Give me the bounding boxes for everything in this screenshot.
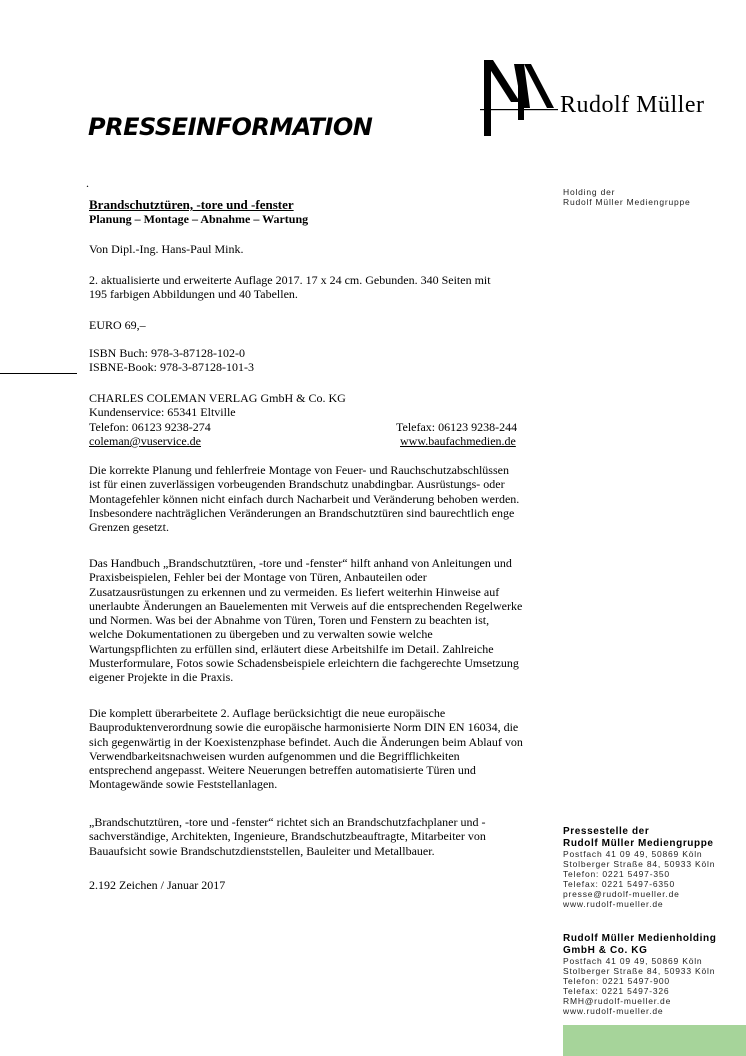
book-author: Von Dipl.-Ing. Hans-Paul Mink. xyxy=(89,242,244,256)
press-office-fax: Telefax: 0221 5497-6350 xyxy=(563,879,675,889)
holding-contact-phone: Telefon: 0221 5497-900 xyxy=(563,976,670,986)
holding-line: Holding der xyxy=(563,187,616,197)
holding-contact xyxy=(563,933,716,1016)
paragraph-line: ist für einen zuverlässigen vorbeugenden Brandschutz unabdingbar. Ausrüstungs- oder xyxy=(89,477,505,492)
holding-line: Rudolf Müller Mediengruppe xyxy=(563,197,691,207)
brand-name: Rudolf Müller xyxy=(560,92,705,118)
publisher-fax: Telefax: 06123 9238-244 xyxy=(396,420,518,434)
book-subtitle: Planung – Montage – Abnahme – Wartung xyxy=(89,212,309,226)
paragraph-line: Musterformulare, Fotos sowie Schadensbeispiele erleichtern die fachgerechte Umsetzung xyxy=(89,656,519,671)
paragraph-line: Montagewände sowie Feststellanlagen. xyxy=(89,777,278,792)
book-title: Brandschutztüren, -tore und -fenster xyxy=(89,197,294,212)
accent-block xyxy=(563,1025,746,1056)
paragraph-line: Die komplett überarbeitete 2. Auflage berücksichtigt die neue europäische xyxy=(89,706,446,720)
paragraph-line: Zusatzausrüstungen zu erkennen und zu vermeiden. Es liefert weiterhin Hinweise auf xyxy=(89,584,500,599)
marker-dot: . xyxy=(86,176,89,190)
press-office-contact xyxy=(563,826,715,909)
paragraph-line: sachverständige, Architekten, Ingenieure, Brandschutzbeauftragte, Mitarbeiter von xyxy=(89,829,486,844)
holding-contact-line: Postfach 41 09 49, 50869 Köln xyxy=(563,956,703,966)
paragraph-second-edition xyxy=(89,706,523,792)
paragraph-intro xyxy=(89,463,519,534)
isbn-ebook: ISBNE-Book: 978-3-87128-101-3 xyxy=(89,360,254,375)
paragraph-line: Grenzen gesetzt. xyxy=(89,520,169,535)
book-edition xyxy=(89,273,491,302)
paragraph-line: Wartungspflichten zu erfüllen sind, erläutert diese Arbeitshilfe im Detail. Zahlreiche xyxy=(89,641,494,656)
holding-contact-web[interactable]: www.rudolf-mueller.de xyxy=(563,1006,664,1016)
paragraph-line: unerlaubte Änderungen an Bauelementen mit Verweis auf die entsprechenden Regelwerke xyxy=(89,598,523,613)
isbn-print: ISBN Buch: 978-3-87128-102-0 xyxy=(89,346,245,360)
margin-rule xyxy=(0,373,77,374)
book-isbn xyxy=(89,346,254,375)
publisher-phone: Telefon: 06123 9238-274 xyxy=(89,420,211,434)
page-title: PRESSEINFORMATION xyxy=(88,113,373,141)
paragraph-line: Bauaufsicht sowie Brandschutzdienststellen, Bauleiter und Metallbauer. xyxy=(89,843,435,858)
paragraph-line: eigener Projekte in die Praxis. xyxy=(89,670,234,685)
paragraph-handbook xyxy=(89,556,522,685)
edition-line: 195 farbigen Abbildungen und 40 Tabellen. xyxy=(89,287,298,302)
press-office-phone: Telefon: 0221 5497-350 xyxy=(563,869,670,879)
paragraph-line: „Brandschutztüren, -tore und -fenster“ richtet sich an Brandschutzfachplaner und - xyxy=(89,815,486,829)
paragraph-line: sich gegenwärtig in der Koexistenzphase befindet. Auch die Änderungen beim Ablauf von xyxy=(89,734,523,749)
paragraph-line: Insbesondere nachträglichen Veränderungen an Brandschutztüren sind baurechtlich enge xyxy=(89,505,515,520)
holding-note xyxy=(563,187,691,207)
holding-contact-fax: Telefax: 0221 5497-326 xyxy=(563,986,670,996)
publisher-name: CHARLES COLEMAN VERLAG GmbH & Co. KG xyxy=(89,391,346,405)
paragraph-line: Bauproduktenverordnung sowie die europäische harmonisierte Norm DIN EN 16034, die xyxy=(89,720,519,735)
paragraph-line: entsprechend angepasst. Weitere Neuerungen betreffen automatisierte Türen und xyxy=(89,763,476,778)
press-office-line: Postfach 41 09 49, 50869 Köln xyxy=(563,849,703,859)
holding-contact-title: GmbH & Co. KG xyxy=(563,944,648,956)
holding-contact-email[interactable]: RMH@rudolf-mueller.de xyxy=(563,996,672,1006)
edition-line: 2. aktualisierte und erweiterte Auflage 2017. 17 x 24 cm. Gebunden. 340 Seiten mit xyxy=(89,273,491,287)
paragraph-line: Die korrekte Planung und fehlerfreie Montage von Feuer- und Rauchschutzabschlüssen xyxy=(89,463,509,477)
character-count-note: 2.192 Zeichen / Januar 2017 xyxy=(89,878,226,892)
paragraph-line: welche Dokumentationen zu übergeben und zu verwalten sowie welche xyxy=(89,627,433,642)
paragraph-line: Das Handbuch „Brandschutztüren, -tore und -fenster“ hilft anhand von Anleitungen und xyxy=(89,556,512,570)
press-office-title: Pressestelle der xyxy=(563,826,650,837)
publisher-email-link[interactable]: coleman@vuservice.de xyxy=(89,434,202,448)
rudolf-mueller-logo-icon xyxy=(478,58,558,140)
paragraph-line: und Normen. Was bei der Abnahme von Türen, Toren und Fenstern zu beachten ist, xyxy=(89,613,490,628)
publisher-web-link[interactable]: www.baufachmedien.de xyxy=(400,434,516,448)
press-office-web[interactable]: www.rudolf-mueller.de xyxy=(563,899,664,909)
paragraph-audience xyxy=(89,815,486,858)
paragraph-line: Verwendbarkeitsnachweisen wurden aufgenommen und die Begrifflichkeiten xyxy=(89,748,460,763)
press-office-email[interactable]: presse@rudolf-mueller.de xyxy=(563,889,680,899)
press-office-line: Stolberger Straße 84, 50933 Köln xyxy=(563,859,716,869)
holding-contact-line: Stolberger Straße 84, 50933 Köln xyxy=(563,966,716,976)
press-office-title: Rudolf Müller Mediengruppe xyxy=(563,837,714,849)
paragraph-line: Praxisbeispielen, Fehler bei der Montage von Türen, Anbauteilen oder xyxy=(89,570,427,585)
book-price: EURO 69,– xyxy=(89,318,146,332)
paragraph-line: Montagefehler können nicht einfach durch Nacharbeit und Veränderung behoben werden. xyxy=(89,491,520,506)
publisher-service: Kundenservice: 65341 Eltville xyxy=(89,405,236,419)
holding-contact-title: Rudolf Müller Medienholding xyxy=(563,933,717,944)
